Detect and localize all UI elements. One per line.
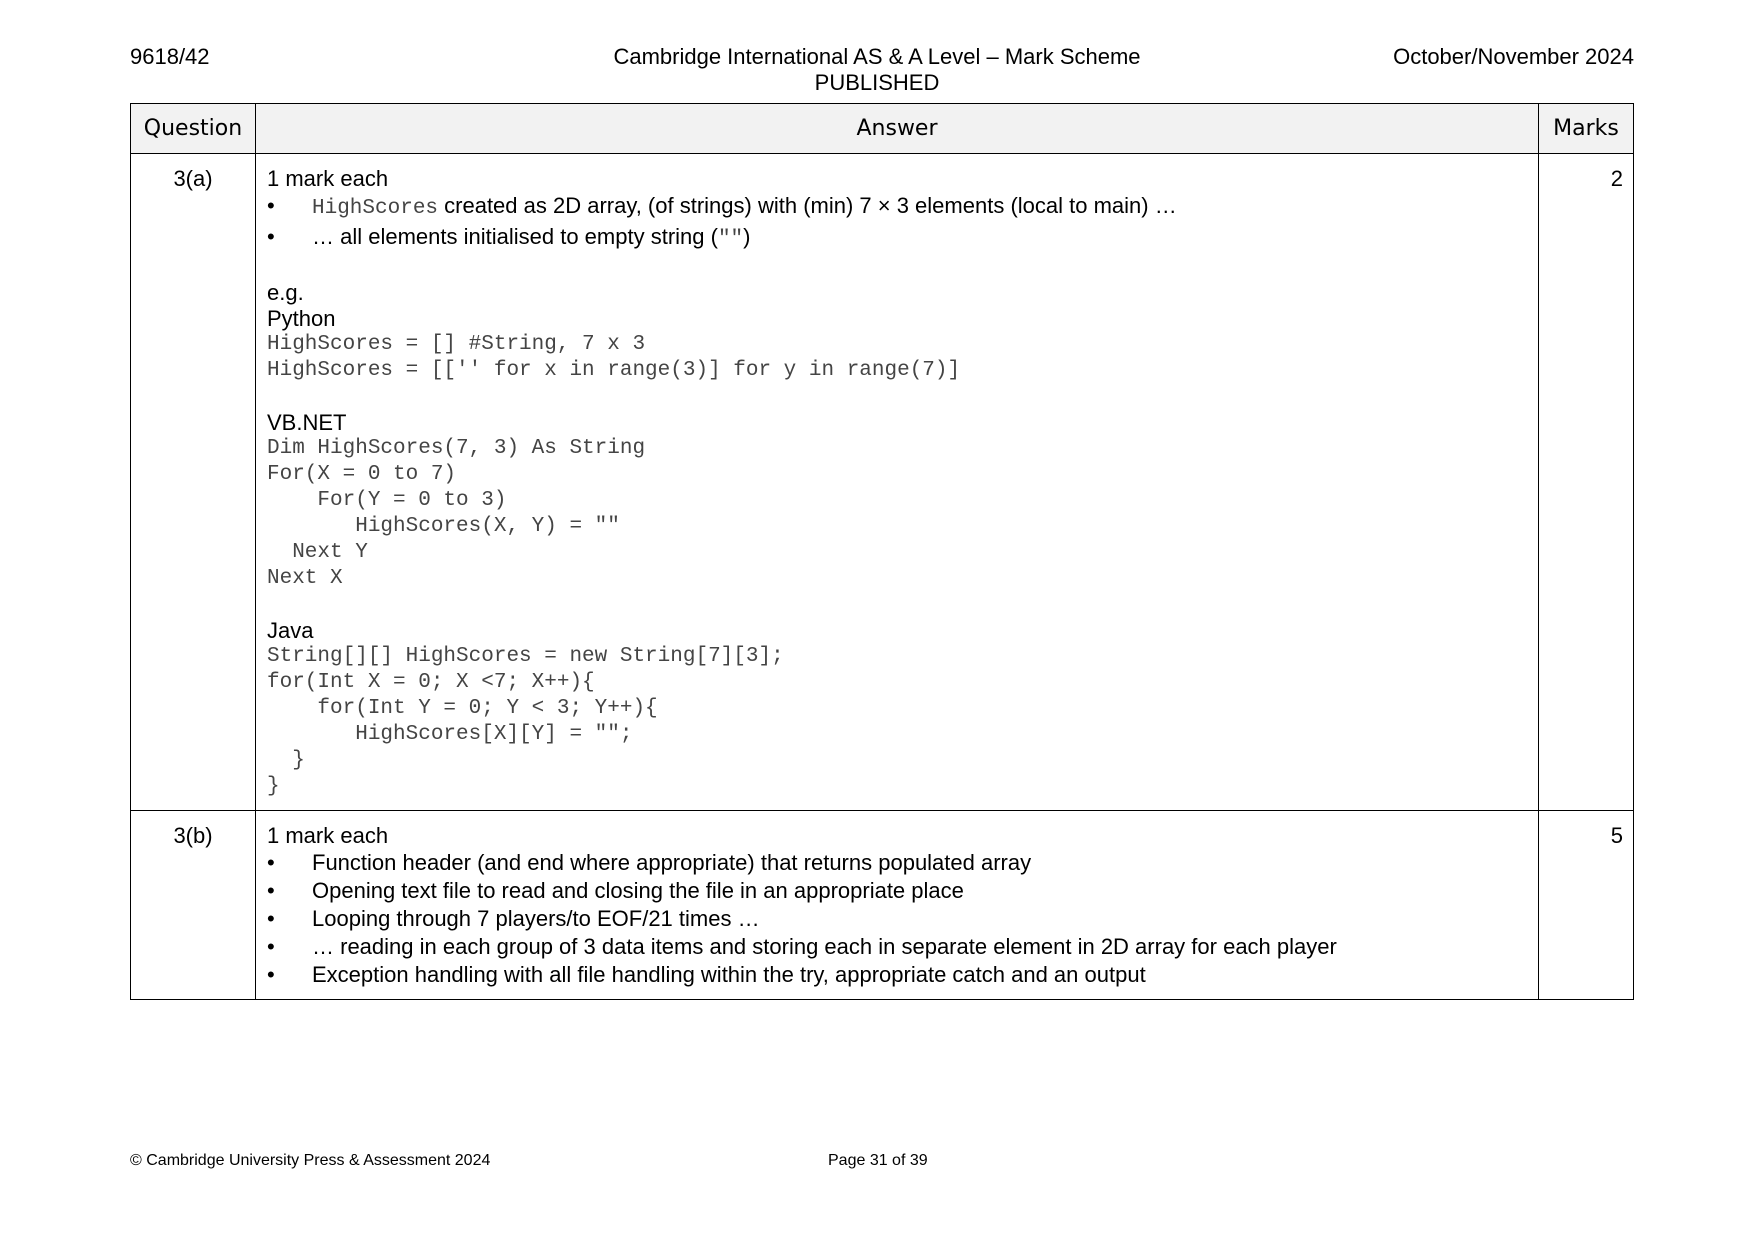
mark-scheme-table [130, 103, 1634, 1000]
answer-intro: 1 mark each [267, 823, 389, 848]
exam-session: October/November 2024 [1393, 44, 1634, 69]
answer-column-header: Answer [256, 104, 1539, 154]
code-block-vbnet: Dim HighScores(7, 3) As String For(X = 0 to 7) For(Y = 0 to 3) HighScores(X, Y) = "" Next Y Next X [267, 437, 646, 590]
table-row [131, 154, 1634, 811]
marks-value: 2 [1539, 154, 1634, 811]
page-number: Page 31 of 39 [828, 1152, 928, 1169]
copyright-notice: © Cambridge University Press & Assessment 2024 [130, 1152, 491, 1169]
document-title: Cambridge International AS & A Level – Mark Scheme [613, 44, 1141, 69]
table-row [131, 811, 1634, 1000]
list-item [267, 192, 1528, 223]
marking-points-list [267, 192, 1528, 254]
document-subtitle: PUBLISHED [814, 70, 940, 95]
table-header-row [131, 104, 1634, 154]
code-block-java: String[][] HighScores = new String[7][3]; for(Int X = 0; X <7; X++){ for(Int Y = 0; Y < 3; Y++){ HighScores[X][Y] = ""; } } [267, 645, 784, 798]
answer-intro: 1 mark each [267, 166, 389, 191]
inline-code: HighScores [312, 197, 439, 220]
bullet-text: created as 2D array, (of strings) with (min) 7 × 3 elements (local to main) … [438, 193, 1177, 218]
paper-code: 9618/42 [130, 44, 210, 69]
list-item: • Looping through 7 players/to EOF/21 times … [267, 905, 1528, 933]
code-block-python: HighScores = [] #String, 7 x 3 HighScores = [['' for x in range(3)] for y in range(7)] [267, 333, 961, 382]
list-item: • Function header (and end where appropriate) that returns populated array [267, 849, 1528, 877]
bullet-text-end: ) [743, 224, 751, 249]
answer-cell [256, 154, 1539, 811]
list-item [267, 223, 1528, 254]
inline-code: "" [717, 228, 744, 251]
example-label: e.g. [267, 280, 304, 305]
language-label-python: Python [267, 306, 336, 331]
list-item: • Opening text file to read and closing the file in an appropriate place [267, 877, 1528, 905]
question-number: 3(a) [131, 154, 256, 811]
language-label-vbnet: VB.NET [267, 410, 347, 435]
list-item: • … reading in each group of 3 data items and storing each in separate element in 2D array for each player [267, 933, 1528, 961]
marks-column-header: Marks [1539, 104, 1634, 154]
marking-points-list [267, 849, 1528, 989]
language-label-java: Java [267, 618, 314, 643]
list-item: • Exception handling with all file handling within the try, appropriate catch and an output [267, 961, 1528, 989]
question-number: 3(b) [131, 811, 256, 1000]
bullet-text: … all elements initialised to empty string ( [312, 224, 718, 249]
question-column-header: Question [131, 104, 256, 154]
answer-cell [256, 811, 1539, 1000]
marks-value: 5 [1539, 811, 1634, 1000]
